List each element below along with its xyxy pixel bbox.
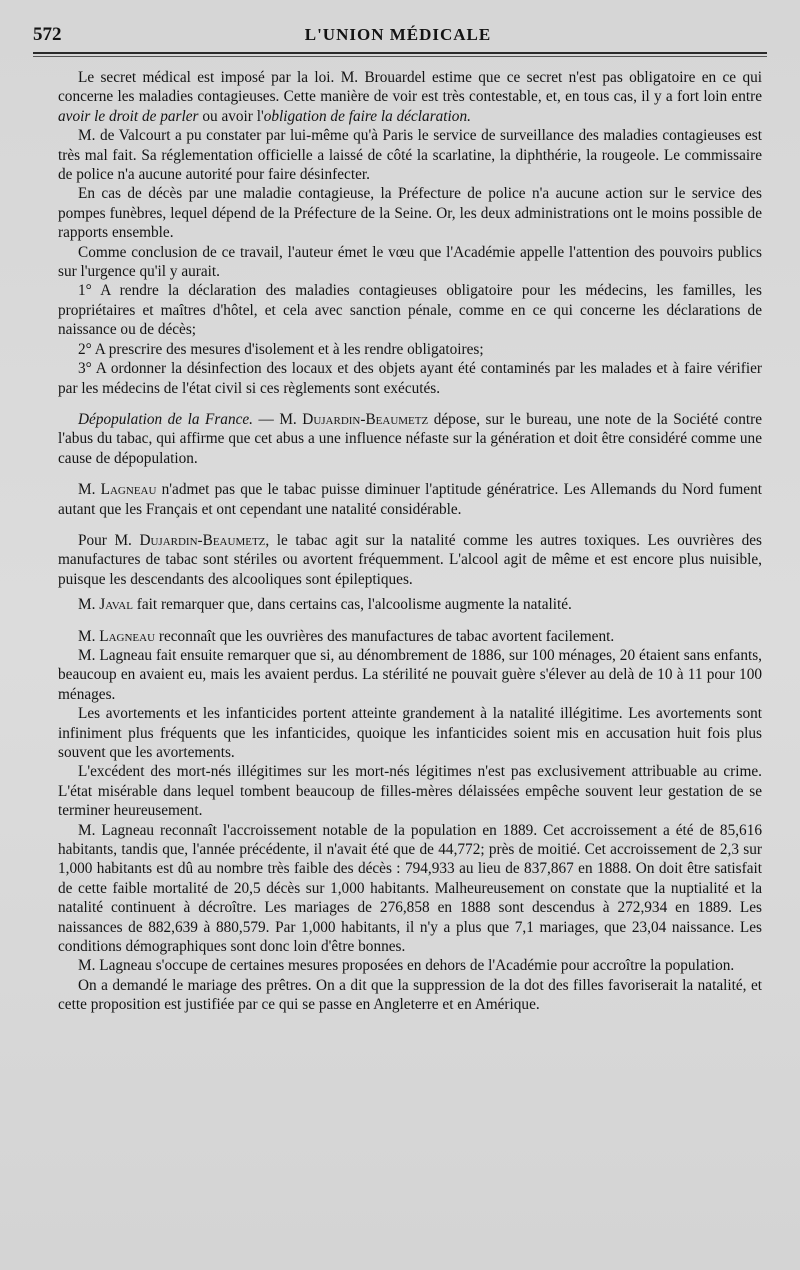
paragraph-text: M.	[78, 596, 100, 614]
paragraph	[58, 340, 762, 359]
paragraph-text: En cas de décès par une maladie contagieuse, la Préfecture de police n'a aucune action sur le service des pompes funèbres, lequel dépend de la Préfecture de la Seine. Or, les deux administrations ont le moins possible de rapports ensemble.	[58, 185, 762, 242]
name-smallcaps: Dujardin-Beaumetz	[139, 531, 266, 549]
paragraph	[58, 68, 762, 126]
paragraph	[58, 976, 762, 1015]
paragraph-text: Pour M.	[78, 531, 140, 549]
running-title: L'UNION MÉDICALE	[304, 25, 492, 44]
paragraph-text: M. de Valcourt a pu constater par lui-même qu'à Paris le service de surveillance des maladies contagieuses est très mal fait. Sa réglementation officielle a laissé de côté la scarlatine, la diphthérie, la rougeole. Le commissaire de police n'a aucune autorité pour faire désinfecter.	[58, 127, 762, 184]
paragraph-text: M.	[78, 481, 101, 499]
name-smallcaps: Lagneau	[99, 627, 156, 645]
paragraph	[58, 646, 762, 704]
italic-text: avoir le droit de parler	[58, 107, 199, 125]
paragraph	[58, 595, 762, 614]
page-number: 572	[33, 24, 62, 45]
paragraph-text: Les avortements et les infanticides portent atteinte grandement à la natalité illégitime. Les avortements sont infiniment plus fréquents que les infanticides, quoique les infanticides soient mis en accusation huit fois plus souvent que les avortements.	[58, 705, 762, 761]
paragraph-text: ou avoir l'	[198, 107, 264, 125]
paragraph-text: M. Lagneau reconnaît l'accroissement notable de la population en 1889. Cet accroissement a été de 85,616 habitants, tandis que, l'année précédente, il n'avait été que de 44,772; près de moitié. Cet accroissement de 2,3 sur 1,000 habitants est dû au nombre très faible des décès : 794,933 au lieu de 837,867 en 1888. On doit être satisfait de cette faible mortalité de 20,5 décès sur 1,000 habitants. Malheureusement on constate que la nuptialité et la natalité continuent à décroître. Les mariages de 276,858 en 1888 sont descendus à 272,934 en 1889. Les naissances de 882,639 à 880,579. Par 1,000 habitants, il n'y a plus que 7,1 mariages, que 23,04 naissance. Les conditions démographiques sont donc loin d'être bonnes.	[58, 821, 762, 956]
paragraph-text: Comme conclusion de ce travail, l'auteur émet le vœu que l'Académie appelle l'attention des pouvoirs publics sur l'urgence qu'il y aurait.	[58, 243, 762, 281]
paragraph	[58, 480, 762, 519]
paragraph-text: dépose, sur le bureau, une note de la Société contre l'abus du tabac, qui affirme que cet abus a une influence néfaste sur la génération et doit être considéré comme une cause de dépopulation.	[58, 410, 762, 467]
name-smallcaps: Lagneau	[100, 481, 157, 499]
paragraph-text: On a demandé le mariage des prêtres. On a dit que la suppression de la dot des filles favoriserait la natalité, et cette proposition est justifiée par ce qui se passe en Angleterre et en Amérique.	[58, 976, 762, 1014]
name-smallcaps: Javal	[99, 596, 133, 614]
paragraph	[58, 821, 762, 957]
paragraph-text: Le secret médical est imposé par la loi. M. Brouardel estime que ce secret n'est pas obligatoire en ce qui concerne les maladies contagieuses. Cette manière de voir est très contestable, et, en tous cas, il y a fort loin entre	[58, 69, 762, 106]
paragraph-text: fait remarquer que, dans certains cas, l'alcoolisme augmente la natalité.	[132, 596, 572, 614]
paragraph	[58, 704, 762, 762]
paragraph	[58, 410, 762, 468]
paragraph	[58, 243, 762, 282]
paragraph	[58, 627, 762, 646]
paragraph-text: 1° A rendre la déclaration des maladies contagieuses obligatoire pour les médecins, les familles, les propriétaires et maîtres d'hôtel, et cela avec sanction pénale, comme en ce qui concerne les déclarations de naissance ou de décès;	[58, 282, 762, 339]
paragraph	[58, 281, 762, 339]
name-smallcaps: Dujardin-Beaumetz	[302, 410, 429, 428]
page-header	[33, 24, 763, 46]
paragraph-text: M.	[78, 627, 100, 645]
paragraph-text: L'excédent des mort-nés illégitimes sur les mort-nés légitimes n'est pas exclusivement attribuable au crime. L'état misérable dans lequel tombent beaucoup de filles-mères délaissées empêche souvent leur gestation de se terminer heureusement.	[58, 763, 762, 820]
paragraph	[58, 531, 762, 589]
paragraph-text: — M.	[253, 410, 303, 428]
italic-text: Dépopulation de la France.	[78, 410, 253, 428]
header-rule	[33, 52, 767, 54]
paragraph-text: reconnaît que les ouvrières des manufactures de tabac avortent facilement.	[155, 627, 615, 645]
header-rule-thin	[33, 56, 767, 57]
paragraph	[58, 762, 762, 820]
paragraph	[58, 126, 762, 184]
paragraph-text: 3° A ordonner la désinfection des locaux et des objets ayant été contaminés par les malades et à faire vérifier par les médecins de l'état civil si ces règlements sont exécutés.	[58, 360, 762, 397]
paragraph-text: n'admet pas que le tabac puisse diminuer l'aptitude génératrice. Les Allemands du Nord fument autant que les Français et ont cependant une natalité considérable.	[58, 481, 762, 518]
paragraph	[58, 184, 762, 242]
paragraph-text: M. Lagneau fait ensuite remarquer que si, au dénombrement de 1886, sur 100 ménages, 20 étaient sans enfants, beaucoup en avaient eu, mais les avaient perdus. La stérilité ne pouvait guère s'élever au delà de 10 à 11 pour 100 ménages.	[58, 646, 762, 703]
italic-text: obligation de faire la déclaration.	[263, 107, 471, 125]
paragraph-text: , le tabac agit sur la natalité comme les autres toxiques. Les ouvrières des manufactures de tabac sont stériles ou avortent fréquemment. L'alcool agit de même et est encore plus nuisible, puisque les descendants des alcooliques sont épileptiques.	[58, 531, 762, 588]
paragraph	[58, 359, 762, 398]
body-text	[58, 68, 762, 1015]
paragraph	[58, 956, 762, 975]
paragraph-text: 2° A prescrire des mesures d'isolement et à les rendre obligatoires;	[78, 340, 484, 358]
paragraph-text: M. Lagneau s'occupe de certaines mesures proposées en dehors de l'Académie pour accroître la population.	[78, 957, 735, 975]
